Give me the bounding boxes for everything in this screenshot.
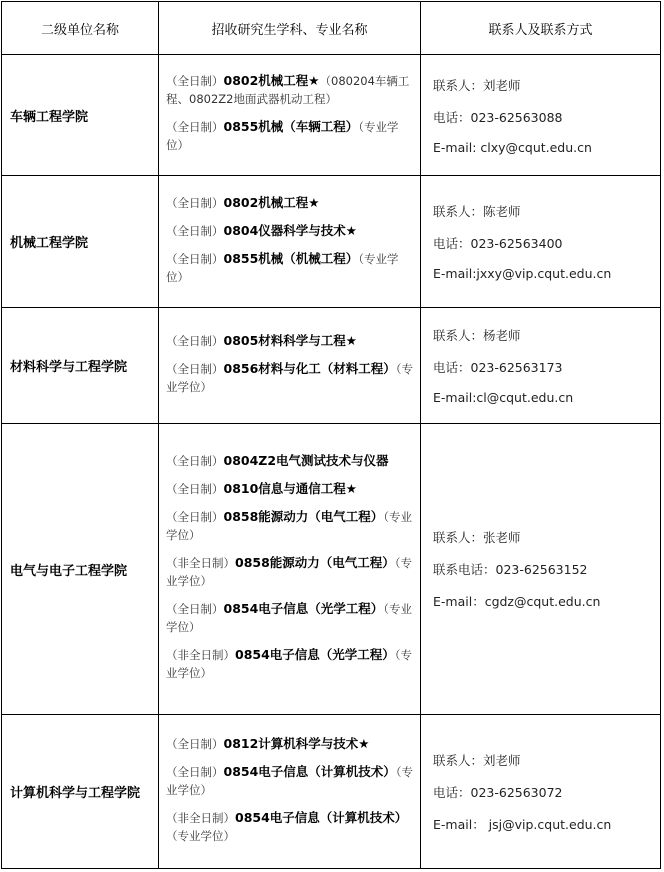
- contact-person: 联系人：刘老师: [433, 752, 521, 768]
- program-name: 0854电子信息（计算机技术）: [235, 809, 408, 825]
- program-item: [166, 332, 414, 350]
- program-item: [166, 250, 414, 286]
- program-mode: （全日制）: [166, 482, 224, 496]
- program-name: 0858能源动力（电气工程）: [235, 555, 395, 570]
- table-row: [2, 308, 661, 424]
- program-name: 0855机械（车辆工程）: [223, 119, 359, 134]
- program-mode: （全日制）: [166, 251, 224, 266]
- program-mode: （全日制）: [166, 361, 224, 376]
- table-row: [2, 176, 661, 308]
- program-name: 0805材料科学与工程★: [223, 332, 357, 348]
- program-name: 0855机械（机械工程）: [223, 250, 359, 266]
- programs-cell: [159, 424, 421, 715]
- unit-name: 计算机科学与工程学院: [2, 715, 159, 869]
- program-name: 0858能源动力（电气工程）: [223, 509, 384, 524]
- program-mode: （全日制）: [166, 736, 224, 751]
- header-contact: 联系人及联系方式: [421, 2, 661, 55]
- program-mode: （非全日制）: [166, 556, 235, 570]
- program-name: 0804Z2电气测试技术与仪器: [223, 453, 389, 468]
- programs-cell: [159, 308, 421, 424]
- programs-cell: [159, 55, 421, 176]
- program-item: [166, 222, 414, 240]
- admissions-table: [1, 1, 661, 869]
- program-mode: （全日制）: [166, 120, 224, 134]
- header-unit: 二级单位名称: [2, 2, 159, 55]
- program-item: [166, 118, 414, 154]
- program-name: 0854电子信息（光学工程）: [223, 601, 384, 616]
- program-note: （专业学位）: [166, 764, 414, 797]
- program-name: 0854电子信息（计算机技术）: [223, 763, 396, 779]
- program-item: [166, 72, 414, 108]
- program-mode: （全日制）: [166, 602, 224, 616]
- program-name: 0802机械工程★: [223, 194, 320, 210]
- program-name: 0856材料与化工（材料工程）: [223, 360, 396, 376]
- header-programs: 招收研究生学科、专业名称: [159, 2, 421, 55]
- table-row: [2, 715, 661, 869]
- program-item: [166, 194, 414, 212]
- program-item: [166, 508, 414, 544]
- program-note: （专业学位）: [166, 510, 413, 542]
- program-item: [166, 452, 414, 470]
- program-mode: （非全日制）: [166, 810, 235, 825]
- program-note: （080204车辆工程、0802Z2地面武器机动工程）: [166, 74, 410, 106]
- program-mode: （非全日制）: [166, 648, 235, 662]
- program-mode: （全日制）: [166, 195, 224, 210]
- contact-person: 联系人：陈老师: [433, 204, 521, 219]
- program-note: （专业学位）: [166, 251, 399, 284]
- program-name: 0802机械工程★: [223, 73, 320, 88]
- unit-name: 电气与电子工程学院: [2, 424, 159, 715]
- program-item: [166, 360, 414, 396]
- program-note: （专业学位）: [166, 556, 413, 588]
- contact-cell: [421, 176, 661, 308]
- contact-email[interactable]: E-mail： jsj@vip.cqut.edu.cn: [433, 816, 612, 832]
- contact-phone: 电话：023-62563400: [433, 236, 563, 251]
- header-row: [2, 2, 661, 55]
- program-note: （专业学位）: [166, 648, 413, 680]
- program-note: （专业学位）: [166, 361, 414, 394]
- contact-cell: [421, 308, 661, 424]
- program-mode: （全日制）: [166, 223, 224, 238]
- program-mode: （全日制）: [166, 333, 224, 348]
- program-item: [166, 480, 414, 498]
- contact-cell: [421, 55, 661, 176]
- table-row: [2, 55, 661, 176]
- unit-name: 机械工程学院: [2, 176, 159, 308]
- contact-phone: 电话：023-62563173: [433, 360, 563, 375]
- contact-email[interactable]: E-mail: clxy@cqut.edu.cn: [433, 139, 592, 155]
- program-item: [166, 809, 414, 845]
- contact-phone: 电话：023-62563072: [433, 784, 563, 800]
- program-name: 0804仪器科学与技术★: [223, 222, 357, 238]
- contact-email[interactable]: E-mail:cl@cqut.edu.cn: [433, 390, 574, 405]
- contact-cell: [421, 424, 661, 715]
- contact-phone: 联系电话：023-62563152: [433, 562, 588, 577]
- contact-phone: 电话：023-62563088: [433, 109, 563, 125]
- program-item: [166, 735, 414, 753]
- contact-person: 联系人：张老师: [433, 530, 521, 545]
- program-name: 0812计算机科学与技术★: [223, 735, 370, 751]
- program-item: [166, 763, 414, 799]
- program-name: 0854电子信息（光学工程）: [235, 647, 395, 662]
- program-note: （专业学位）: [166, 120, 399, 152]
- program-mode: （全日制）: [166, 510, 224, 524]
- program-note: （专业学位）: [166, 828, 235, 843]
- program-mode: （全日制）: [166, 454, 224, 468]
- program-mode: （全日制）: [166, 764, 224, 779]
- table-row: [2, 424, 661, 715]
- program-mode: （全日制）: [166, 74, 224, 88]
- contact-email[interactable]: E-mail:jxxy@vip.cqut.edu.cn: [433, 266, 612, 281]
- contact-person: 联系人：刘老师: [433, 77, 521, 93]
- program-item: [166, 554, 414, 590]
- program-item: [166, 646, 414, 682]
- unit-name: 车辆工程学院: [2, 55, 159, 176]
- contact-person: 联系人：杨老师: [433, 328, 521, 343]
- program-note: （专业学位）: [166, 602, 413, 634]
- programs-cell: [159, 715, 421, 869]
- contact-cell: [421, 715, 661, 869]
- programs-cell: [159, 176, 421, 308]
- program-name: 0810信息与通信工程★: [223, 481, 357, 496]
- contact-email[interactable]: E-mail：cgdz@cqut.edu.cn: [433, 594, 601, 609]
- unit-name: 材料科学与工程学院: [2, 308, 159, 424]
- program-item: [166, 600, 414, 636]
